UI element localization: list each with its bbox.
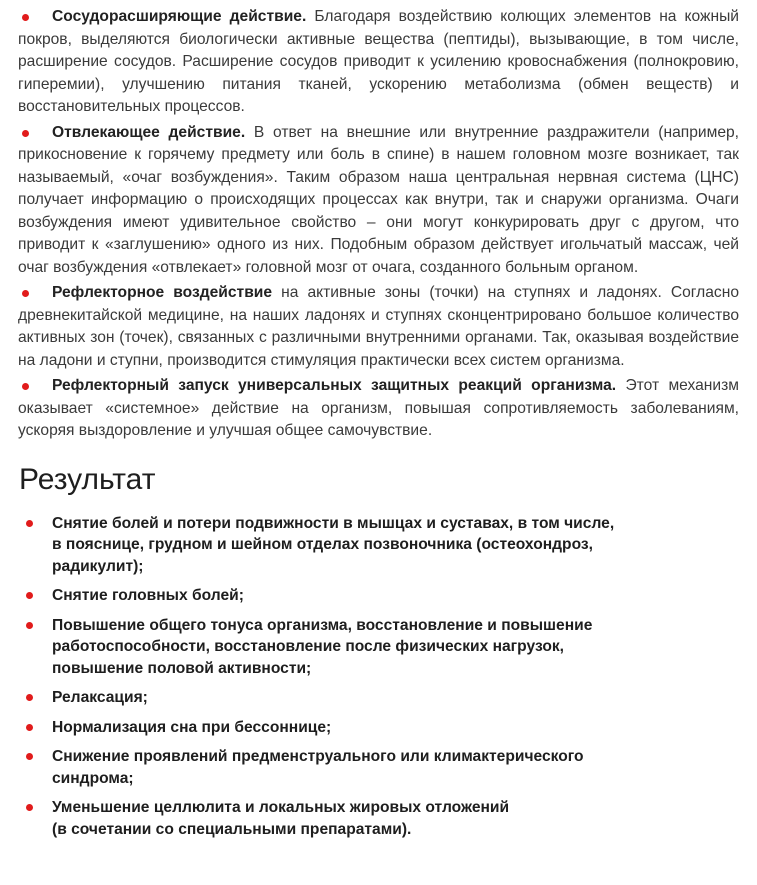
result-line: Снятие болей и потери подвижности в мышцах и суставах, в том числе, [52,514,615,532]
effect-title: Рефлекторный запуск универсальных защитных реакций организма. [52,377,617,394]
bullet-icon [22,383,29,390]
effect-item-protective-reactions [18,375,739,443]
bullet-icon [26,622,33,629]
effect-item-reflex-zones [18,282,739,372]
effect-item-vasodilating [18,6,739,119]
result-line: повышение половой активности; [52,659,312,677]
bullet-icon [26,804,33,811]
result-line: работоспособности, восстановление после физических нагрузок, [52,638,564,655]
bullet-icon [26,520,33,527]
effect-title: Рефлекторное воздействие [52,284,273,301]
bullet-icon [22,290,29,297]
effects-list [18,6,739,443]
result-line: Нормализация сна при бессоннице; [52,718,332,736]
effect-text: Этот механизм оказывает «системное» действие на организм, повышая сопротивляемость заболеваниям, ускоряя выздоровление и улучшая общее самочувствие. [18,377,739,439]
result-line: Снижение проявлений предменструального или климактерического [52,748,584,765]
effect-text: В ответ на внешние или внутренние раздражители (например, прикосновение к горячему предмету или боль в спине) в нашем головном мозге возникает, так называемый, «очаг возбуждения». Таким образом наша центральная нервная система (ЦНС) получает информацию о происходящих процессах как внутри, так и снаружи организма. Очаги возбуждения имеют удивительное свойство – они могут конкурировать друг с другом, что приводит к «заглушению» одного из них. Подобным образом действует игольчатый массаж, чей очаг возбуждения «отвлекает» головной мозг от очага, созданного больным органом. [18,123,739,276]
result-item-headache [18,585,739,607]
result-item-cellulite [18,797,739,840]
result-item-sleep [18,717,739,739]
results-list [18,513,739,841]
bullet-icon [26,724,33,731]
result-line: синдрома; [52,769,134,787]
bullet-icon [26,753,33,760]
effect-text: Благодаря воздействию колющих элементов на кожный покров, выделяются биологически активные вещества (пептиды), вызывающие, в том числе, расширение сосудов. Расширение сосудов приводит к усилению кровоснабжения (полнокровию, гиперемии), улучшению питания тканей, ускорению метаболизма (обмен веществ) и восстановительных процессов. [18,8,740,115]
result-line: Снятие головных болей; [52,587,244,604]
result-item-tonus [18,615,739,680]
result-item-pain-relief [18,513,739,578]
bullet-icon [26,592,33,599]
result-line: Повышение общего тонуса организма, восстановление и повышение [52,616,593,634]
bullet-icon [22,130,29,137]
result-line: в пояснице, грудном и шейном отделах позвоночника (остеохондроз, [52,536,593,553]
result-heading: Результат [19,462,156,496]
bullet-icon [26,694,33,701]
result-item-relaxation [18,687,739,709]
result-line: Уменьшение целлюлита и локальных жировых отложений [52,799,510,816]
effect-title: Отвлекающее действие. [52,123,246,141]
effect-title: Сосудорасширяющие действие. [52,8,307,25]
bullet-icon [22,14,29,21]
result-item-syndrome [18,746,739,789]
result-line: Релаксация; [52,689,148,706]
result-line: (в сочетании со специальными препаратами). [52,820,412,838]
effect-item-distracting [18,122,739,280]
effect-text: на активные зоны (точки) на ступнях и ладонях. Согласно древнекитайской медицине, на наших ладонях и ступнях сконцентрировано большое количество активных зон (точек), связанных с различными внутренними органами. Так, оказывая воздействие на ладони и ступни, производится стимуляция практически всех систем организма. [18,284,739,369]
result-line: радикулит); [52,557,144,575]
